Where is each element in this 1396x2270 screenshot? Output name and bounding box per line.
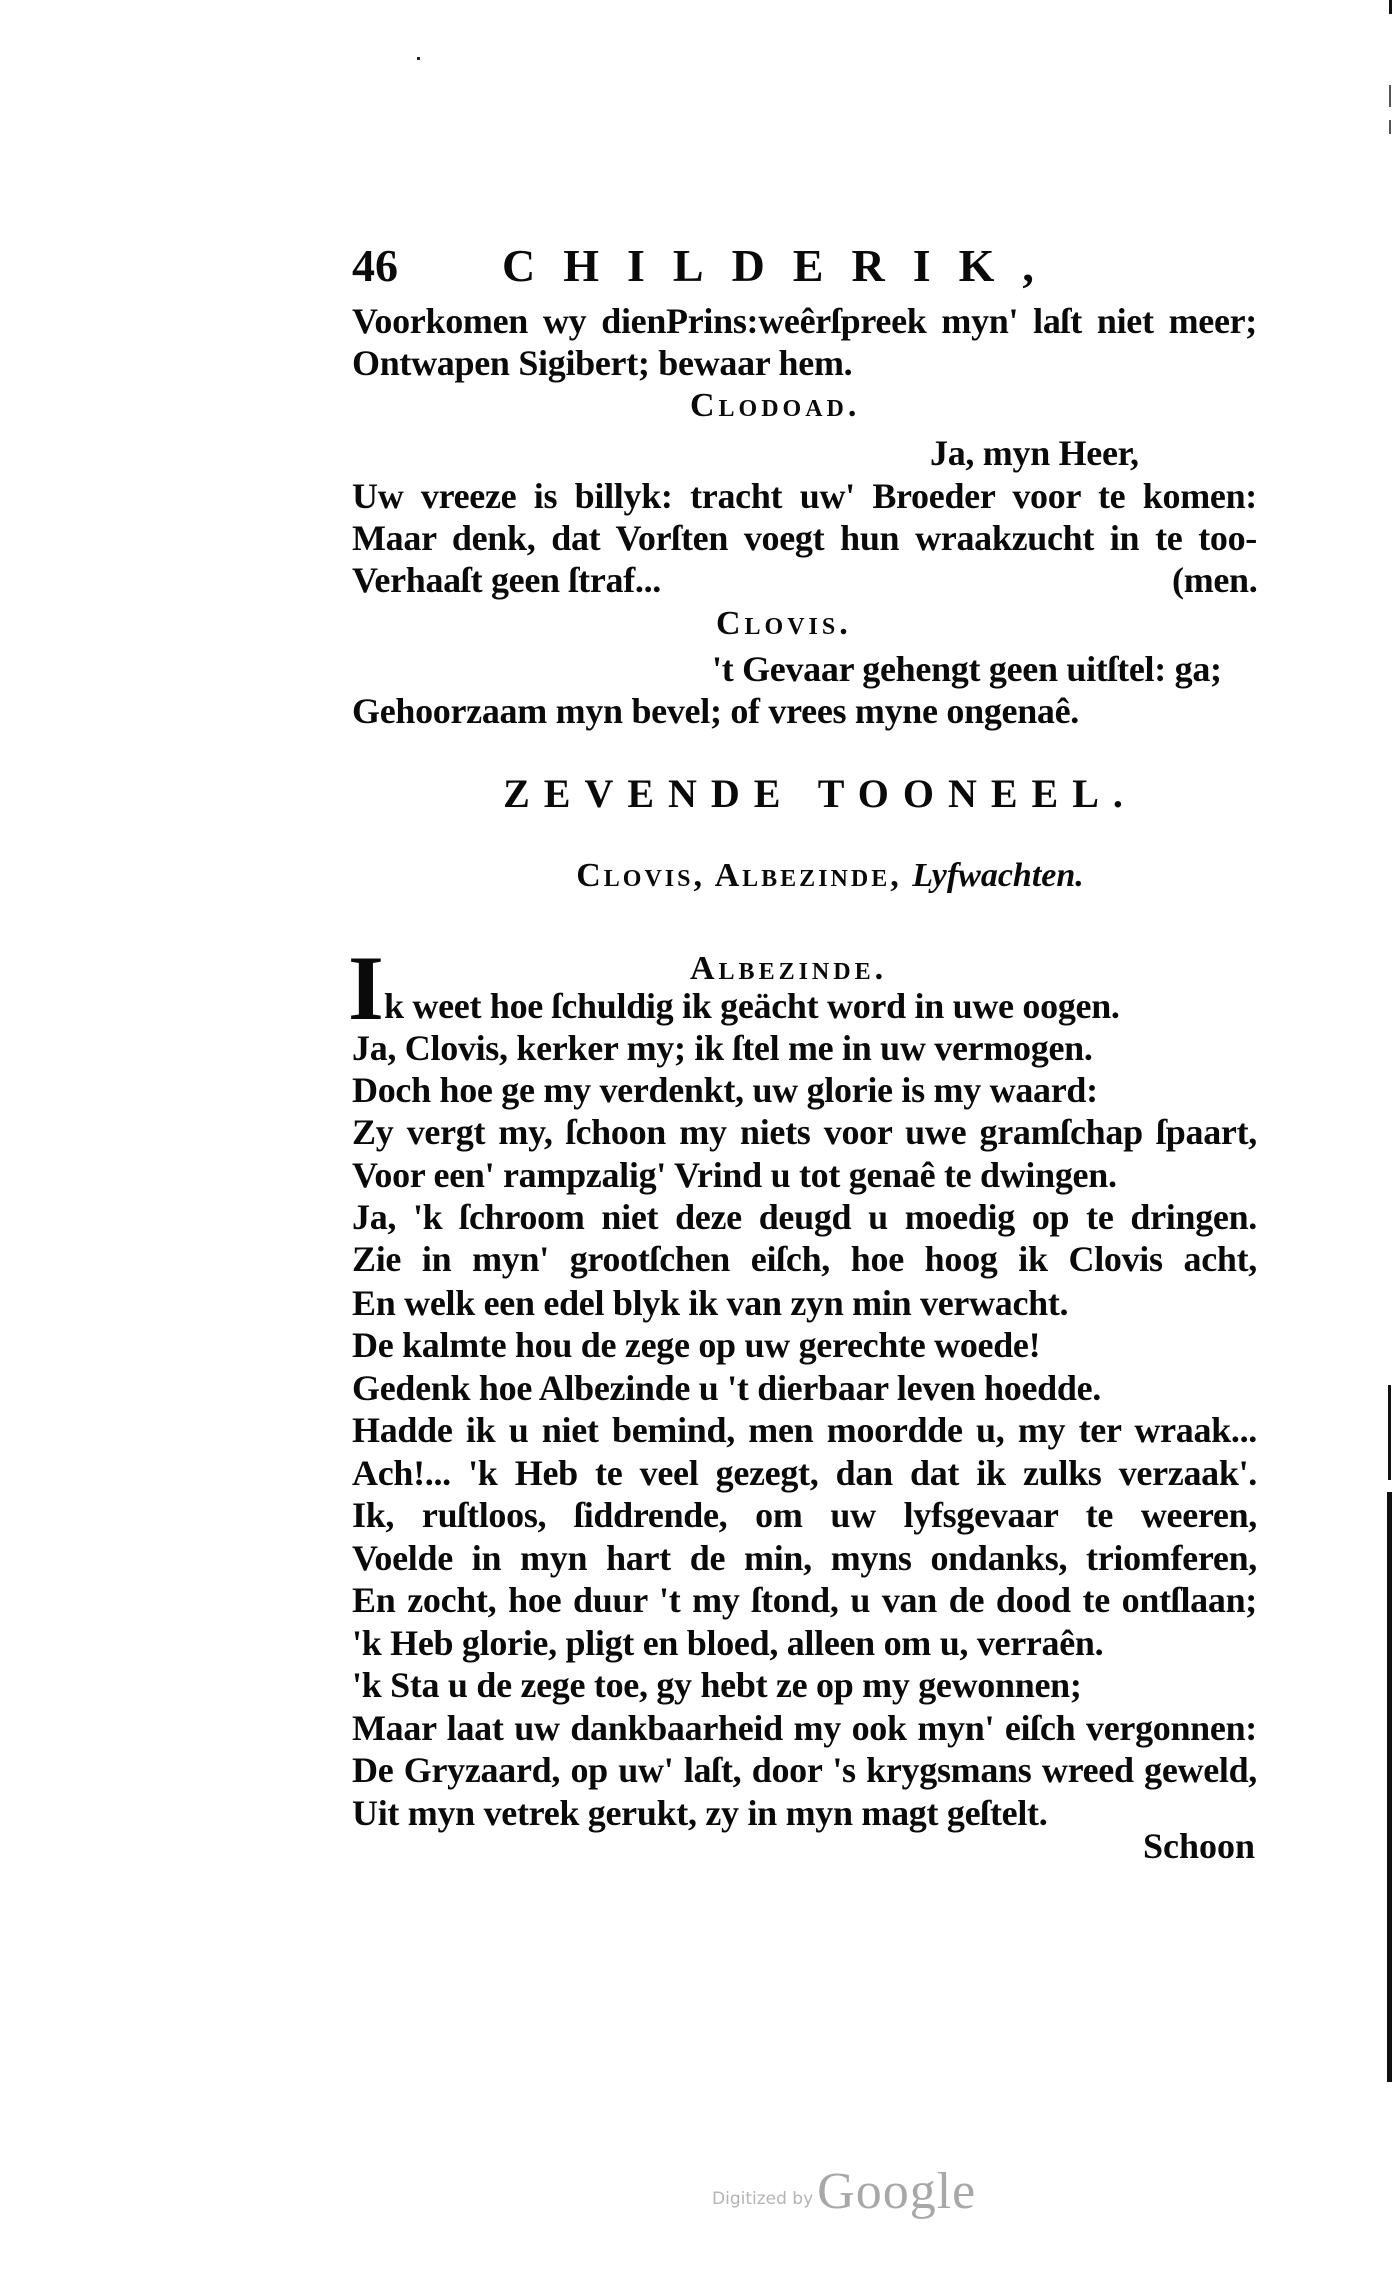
verse-line: En welk een edel blyk ik van zyn min verwacht. [352, 1283, 1069, 1323]
page-edge-line-top [1389, 0, 1392, 14]
verse-line: Zie in myn' grootſchen eiſch, hoe hoog ik Clovis acht, [352, 1239, 1257, 1279]
verse-line: Zy vergt my, ſchoon my niets voor uwe gramſchap ſpaart, [352, 1112, 1257, 1152]
verse-line: Ontwapen Sigibert; bewaar hem. [352, 343, 853, 383]
verse-line: Verhaaſt geen ſtraf... [352, 560, 661, 600]
cast-names: Clovis, Albezinde, [576, 857, 902, 894]
speaker-name: Clovis. [716, 605, 852, 642]
verse-line: Ja, myn Heer, [930, 433, 1139, 473]
page-edge-fragment [1389, 120, 1391, 134]
speaker-name: Albezinde. [690, 950, 888, 987]
verse-line: Gehoorzaam myn bevel; of vrees myne ongenaê. [352, 691, 1079, 731]
google-logo: Google [817, 2163, 977, 2220]
drop-cap: I [348, 937, 384, 1039]
cast-list [400, 855, 1260, 897]
verse-line: Voorkomen wy dienPrins:weêrſpreek myn' laſt niet meer; [352, 301, 1257, 341]
scan-speck [417, 57, 420, 60]
verse-line: De Gryzaard, op uw' laſt, door 's krygsmans wreed geweld, [352, 1750, 1257, 1790]
verse-line: Ach!... 'k Heb te veel gezegt, dan dat ik zulks verzaak'. [352, 1453, 1257, 1493]
verse-line: Gedenk hoe Albezinde u 't dierbaar leven hoedde. [352, 1368, 1101, 1408]
page-edge-fragment [1389, 85, 1391, 107]
page-edge-line [1388, 1385, 1391, 1480]
turnover-text: (men. [1172, 560, 1258, 600]
verse-line: Voelde in myn hart de min, myns ondanks, triomferen, [352, 1538, 1257, 1578]
scene-title: ZEVENDE TOONEEL. [503, 771, 1137, 816]
page-edge-line [1387, 1492, 1392, 2082]
digitization-watermark [712, 2162, 976, 2221]
verse-line: Ja, Clovis, kerker my; ik ſtel me in uw vermogen. [352, 1028, 1093, 1068]
verse-line: 't Gevaar gehengt geen uitſtel: ga; [712, 649, 1222, 689]
verse-line: Uw vreeze is billyk: tracht uw' Broeder voor te komen: [352, 476, 1257, 516]
running-head [352, 238, 1092, 294]
verse-line: Maar denk, dat Vorſten voegt hun wraakzucht in te too- [352, 518, 1257, 558]
catchword: Schoon [1143, 1826, 1256, 1866]
watermark-prefix: Digitized by [712, 2189, 814, 2209]
verse-line: k weet hoe ſchuldig ik geächt word in uwe oogen. [384, 986, 1120, 1026]
verse-line: Uit myn vetrek gerukt, zy in myn magt geſtelt. [352, 1793, 1048, 1833]
speaker-name: Clodoad. [690, 387, 861, 424]
page-number: 46 [352, 240, 398, 291]
verse-line: Doch hoe ge my verdenkt, uw glorie is my waard: [352, 1070, 1098, 1110]
verse-line: Hadde ik u niet bemind, men moordde u, my ter wraak... [352, 1410, 1257, 1450]
verse-line: Ik, ruſtloos, ſiddrende, om uw lyfsgevaar te weeren, [352, 1495, 1257, 1535]
cast-extras: Lyfwachten. [912, 857, 1084, 894]
verse-line: En zocht, hoe duur 't my ſtond, u van de dood te ontſlaan; [352, 1580, 1257, 1620]
running-title: CHILDERIK, [502, 240, 1062, 291]
verse-line: Voor een' rampzalig' Vrind u tot genaê te dwingen. [352, 1155, 1117, 1195]
verse-line: 'k Heb glorie, pligt en bloed, alleen om u, verraên. [352, 1623, 1104, 1663]
verse-line: De kalmte hou de zege op uw gerechte woede! [352, 1325, 1041, 1365]
verse-line: 'k Sta u de zege toe, gy hebt ze op my gewonnen; [352, 1665, 1082, 1705]
verse-line: Maar laat uw dankbaarheid my ook myn' eiſch vergonnen: [352, 1708, 1257, 1748]
verse-line: Ja, 'k ſchroom niet deze deugd u moedig op te dringen. [352, 1197, 1257, 1237]
